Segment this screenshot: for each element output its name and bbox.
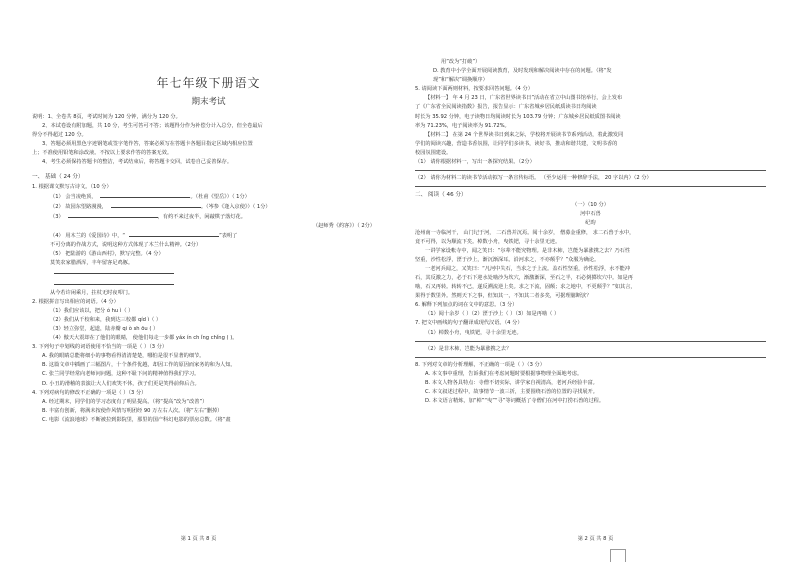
- instruction-line: 4、考生必须保持答题卡的整洁，考试结束后，将答题卡交回，试卷自己妥善保存。: [42, 159, 233, 166]
- passage-line: 石，其反激之力，必于石下迎水处啮沙为坎穴，渐激渐深，至石之半，石必倒掷坎穴中。如是再: [415, 274, 633, 281]
- instruction-line: 得分不得超过 120 分。: [32, 132, 87, 139]
- answer-blank[interactable]: [100, 192, 190, 198]
- exam-subtitle: 期末考试: [191, 97, 226, 107]
- continued-option: D. 教育中小学全面开展阅读教育，及时发现和解决阅读中存在的问题。（将“发: [433, 68, 612, 75]
- exam-page-2: [397, 0, 794, 562]
- section-heading-basics: 一、 基础（ 24 分）: [32, 173, 84, 180]
- passage-line: 果得于数里外。然则天下之事，但知其一，不知其二者多矣，可据理臆断欤？: [415, 293, 592, 300]
- q7-item: （2）是非木柿，岂能为暴涨携之去？: [425, 345, 512, 352]
- continued-option: 现”和“解决”调换顺序）: [433, 77, 488, 84]
- q4-option: C. 电影《流浪地球》不断被拉到影院里，那里的国产科幻电影的票房总数。（将“畫: [42, 416, 231, 423]
- question-5-1: （1） 请你根据材料一，写出一条探究结果。（2分）: [415, 159, 535, 166]
- passage-author: 纪昀: [585, 220, 596, 227]
- question-5-2: （2） 请你为材料二的读书节活动拟写一条宣传标语。 （至少运用一种修辞手法， 20 字以内）（2 分）: [415, 175, 652, 182]
- answer-blank[interactable]: [111, 202, 201, 208]
- exam-title: 年七年级下册语文: [156, 76, 261, 90]
- instruction-line: 2、本试卷设有附加题，共 10 分，考生可答可不答；该题得分作为补偿分计入总分，但全卷最后: [42, 123, 263, 130]
- q3-option: B. 这篇文章中插画了三幅图片，十个条件优越，却因工作的原因而家务的和为人知。: [42, 362, 236, 369]
- instruction-line: 说明：1、全卷共 8页，考试时间为 120 分钟，满分为 120 分。: [32, 114, 181, 120]
- passage-line: 竟不可得，以为顺流下矣。棹数小舟，曳铁钯，寻十余里无迹。: [415, 238, 561, 245]
- q3-option: D. 小丑的滑稽的表演让大人们欢笑不休，孩子们更是笑得前仰后合。: [42, 380, 200, 387]
- passage-line: 一讲学家设帐寺中，闻之笑曰：“尔辈不能究物理。是非木柿，岂能为暴涨携之去？乃石性: [425, 247, 631, 254]
- question-8: 8. 下列对文章的分析理解，不正确的一项是（ ）（3 分）: [415, 361, 545, 368]
- answer-blank[interactable]: [129, 231, 219, 237]
- q8-option: A. 本文事中重理，告诉我们在考虑问题时要根据事物理全面地考虑。: [425, 370, 583, 377]
- question-7: 7. 把文中画线的句子翻译成现代汉语。（4 分）: [415, 320, 523, 327]
- continued-option: 用”改为“打破”）: [441, 59, 481, 65]
- poem-blank-lines: [32, 268, 385, 278]
- q2-item: （4）傲天大震却在了他们的眼睛， 使他们每走一步都 yáx ín ch ǐng chǐng ( )。: [50, 335, 238, 342]
- question-4: 4. 下列对病句的修改不正确的一项是（ ）（3 分）: [32, 389, 147, 396]
- q2-item: （3）轻立弥堂，起道，陆赤瓣 qi ò sh ōu ( ）: [50, 325, 159, 332]
- q8-option: D. 本文语言精炼，加“棹”“曳”“寻”等词概括了寺僧们在河中打捞石兽的过程。: [425, 398, 605, 405]
- answer-line[interactable]: [415, 341, 766, 342]
- material-2-line: 校园氛围建设。: [415, 149, 452, 156]
- poem-blank-lines: [32, 279, 385, 289]
- poem-line: 从今若许闲乘月，拄杖无时夜叩门。: [50, 289, 134, 296]
- question-2: 2. 根据拼音写出相应的词语。（4 分）: [32, 298, 119, 305]
- question-1: 1. 根据课文默写古诗文。（10 分）: [32, 183, 112, 190]
- q4-option: B. 丰富有创新，将满未按使作风情写明团经 90 万左右人次。（将“左右”删掉）: [42, 407, 223, 414]
- q6-items: （1）阅十余岁（ ）（2）湮于沙上（ ）（3）如是再啮（ ）: [425, 311, 560, 318]
- q1-item-1: （1） 会当凌绝顶， 。（杜甫《望岳》）（ 1分）: [50, 193, 250, 200]
- answer-blank[interactable]: [54, 268, 174, 274]
- answer-blank[interactable]: [68, 212, 158, 218]
- reading-part-label: （一）（10 分）: [572, 202, 609, 209]
- material-1-line: 了《广东省全民阅读指数》报告，报告显示：广东省城乡居民纸质读书日均阅读: [415, 104, 597, 111]
- answer-blank[interactable]: [54, 279, 174, 285]
- q1-item-2: （2） 故园东望路漫漫， 。（岑参《逢入京使》）（ 1分）: [50, 203, 271, 210]
- answer-line[interactable]: [415, 170, 766, 171]
- instruction-line: 上；不准使用铅笔和涂改液。不按以上要求作答的答案无效。: [32, 150, 173, 157]
- q8-option: C. 本文叙述过程中，故事情节一波三折，主要围绕石兽的位置的寻找展开。: [425, 389, 598, 395]
- answer-line[interactable]: [415, 186, 766, 187]
- page-footer: 第 2 页 共 8 页: [577, 536, 614, 542]
- corner-mark: [610, 549, 626, 562]
- instruction-line: 3、答题必须用黑色字迹钢笔或签字笔作答，答案必须写在答题卡各题目指定区域内相应位置: [42, 141, 253, 148]
- section-heading-reading: 二、 阅读（ 46 分）: [415, 192, 467, 199]
- q1-item-4-note: 不可分离的作战方式，说明这种方式体现了木兰什么精神。（2分）: [50, 242, 202, 249]
- material-1-line: 【材料一】 年 4 月 23 日，广东省世界读书日”活动在省立中山图书馆举行，会上发布: [425, 95, 623, 102]
- question-6: 6. 解释下列加点的词在文中的意思。（3 分）: [415, 302, 518, 309]
- material-1-line: 时长为 35.92 分钟，电子读物日均阅读时长为 103.79 分钟；广东城乡居民纸质图书阅读: [415, 113, 621, 120]
- q1-item-5: （5） 把陆游的《游山西村》，默写完整。（4 分）: [50, 251, 164, 258]
- q1-item-3: （3） ，有约不来过夜半，闲敲棋子落灯花。: [50, 213, 246, 220]
- q2-item: （2）我们从千校和来，我到达三校都 qíd ì（ ）: [50, 316, 162, 323]
- q3-option: C. 张兰同学经常向老师问问题，这种不耻下问的精神值得我们学习。: [42, 371, 200, 378]
- question-3: 3. 下列句子中划线的词语使用不恰当的一项是（ ）（3 分）: [32, 344, 168, 351]
- material-1-line: 率为 71.23%，电子阅读率为 91.72%。: [415, 122, 510, 129]
- q2-item: （1）我们应该以，把分 ó hu ì（ ）: [50, 307, 134, 314]
- passage-line: 坚重，沙性松浮，湮于沙上，渐沉渐深耳。沿河求之，不亦颠乎？”众服为确论。: [415, 256, 600, 263]
- answer-line[interactable]: [415, 357, 766, 358]
- question-5: 5. 请阅读下面两则材料，按要求回答问题。（4 分）: [415, 86, 533, 93]
- q7-item: （1）棹数小舟，曳铁钯，寻十余里无迹。: [425, 329, 522, 336]
- q3-option: A. 我的眼睛总能将细小的事物看得清清楚楚，哪怕是很不显著的细节。: [42, 353, 205, 360]
- instructions: [32, 113, 385, 168]
- q8-option: B. 本文人物各具特点：寺僧不切实际，讲学家自视清高，老河兵经验丰富。: [425, 379, 598, 386]
- q1-item-3-source: （赵师秀《约客》）（ 2分）: [313, 222, 375, 229]
- passage-line: 啮，石又再转。转转不已，遂反溯流逆上矣。求之下流，固颠；求之地中，不更颠乎？”如其言，: [415, 284, 636, 291]
- material-2-line: 【材料二】 在第 24 个世界读书日到来之际，学校将开展读书节系列活动，着此激发同: [425, 131, 624, 138]
- q1-item-4: （4） 用木兰的《爱国诗》中，“ ”表明了: [50, 233, 238, 240]
- poem-line: 莫笑农家腊酒浑，丰年留客足鸡豚。: [50, 260, 134, 267]
- passage-title: 河中石兽: [580, 211, 601, 218]
- page-footer: 第 1 页 共 8 页: [180, 536, 217, 542]
- passage-line: 沧州南一寺临河干， 山门圮于河， 二石兽并沉焉。阅十余岁， 僧募金重修， 求二石兽于水中，: [415, 229, 635, 236]
- passage-line: 一老河兵闻之，又笑曰：“凡河中失石，当求之于上流。盖石性坚重，沙性松浮，水不能冲: [425, 265, 631, 272]
- material-2-line: 学们的阅读兴趣，营造书香氛围，让同学们多读书，读好书，推动和谐共建，文明书香的: [415, 140, 618, 147]
- q4-option: A. 经过期末，同学们的学习态度有了明显提高。（将“提高”改为“改善”）: [42, 398, 208, 405]
